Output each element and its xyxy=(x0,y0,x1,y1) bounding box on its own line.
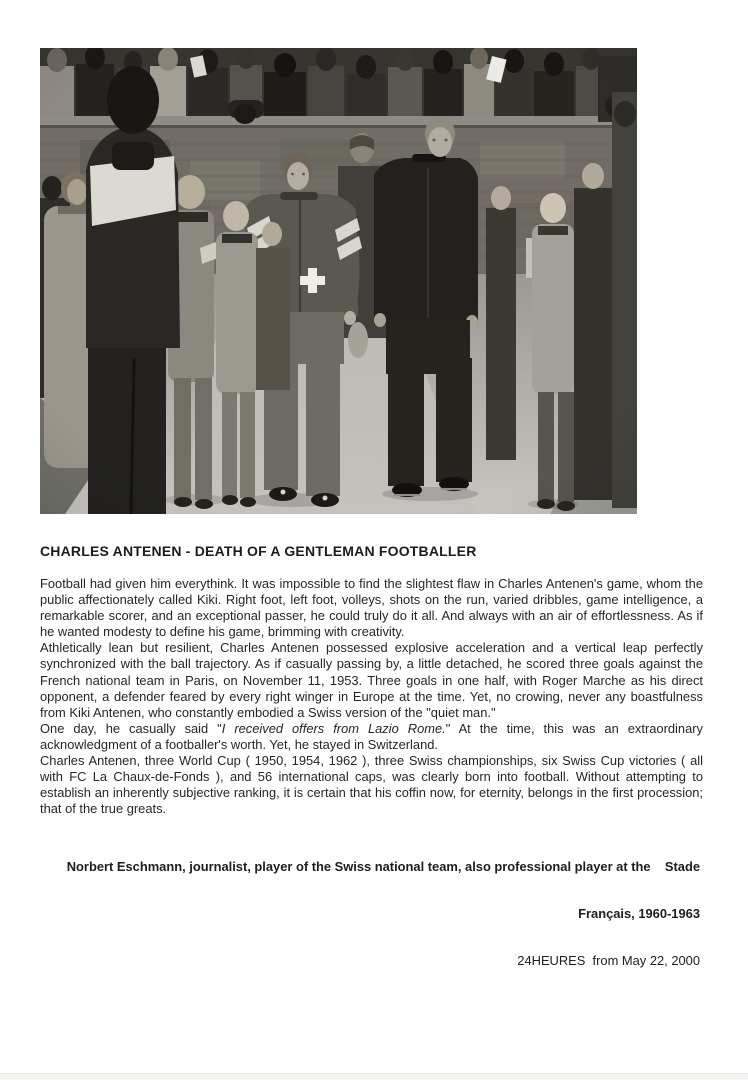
article-paragraph: One day, he casually said "I received offers from Lazio Rome." At the time, this was an extraordinary acknowledgment of a footballer's worth. Yet, he stayed in Switzerland. xyxy=(40,720,703,752)
photo-illustration xyxy=(40,48,637,514)
page-edge-strip xyxy=(0,1073,748,1080)
article-photo xyxy=(40,48,637,514)
article-paragraph: Athletically lean but resilient, Charles Antenen possessed explosive acceleration and a vertical leap perfectly synchronized with the ball trajectory. As if casually passing by, a little detached, he scored three goals against the French national team in Paris, on November 11, 1953. Three goals in one half, with Roger Marche as his direct opponent, a defender feared by every right winger in Europe at the time. Yet, no crowing, never any boastfulness from Kiki Antenen, who constantly embodied a Swiss version of the "quiet man." xyxy=(40,640,703,720)
source-line: 24HEURES from May 22, 2000 xyxy=(517,953,700,969)
attribution-line-1: Norbert Eschmann, journalist, player of the Swiss national team, also professional player at the Stade xyxy=(66,858,700,874)
article-body xyxy=(40,576,703,817)
attribution-block xyxy=(40,827,700,1001)
attribution-line-2: Français, 1960-1963 xyxy=(578,905,700,921)
article-paragraph: Charles Antenen, three World Cup ( 1950, 1954, 1962 ), three Swiss championships, six Swiss Cup victories ( all with FC La Chaux-de-Fonds ), and 56 international caps, was clearly born into football. Without attempting to establish an inherently subjective ranking, it is certain that his coffin now, for eternity, belongs in the first procession; that of the true greats. xyxy=(40,753,703,817)
article-title: CHARLES ANTENEN - DEATH OF A GENTLEMAN FOOTBALLER xyxy=(40,543,477,559)
article-paragraph: Football had given him everythink. It was impossible to find the slightest flaw in Charles Antenen's game, whom the public affectionately called Kiki. Right foot, left foot, volleys, shots on the run, varied dribbles, game intelligence, a remarkable scorer, and an exceptional passer, he could truly do it all. And always with an air of effortlessness. As if he wanted modesty to define his game, brimming with creativity. xyxy=(40,576,703,640)
